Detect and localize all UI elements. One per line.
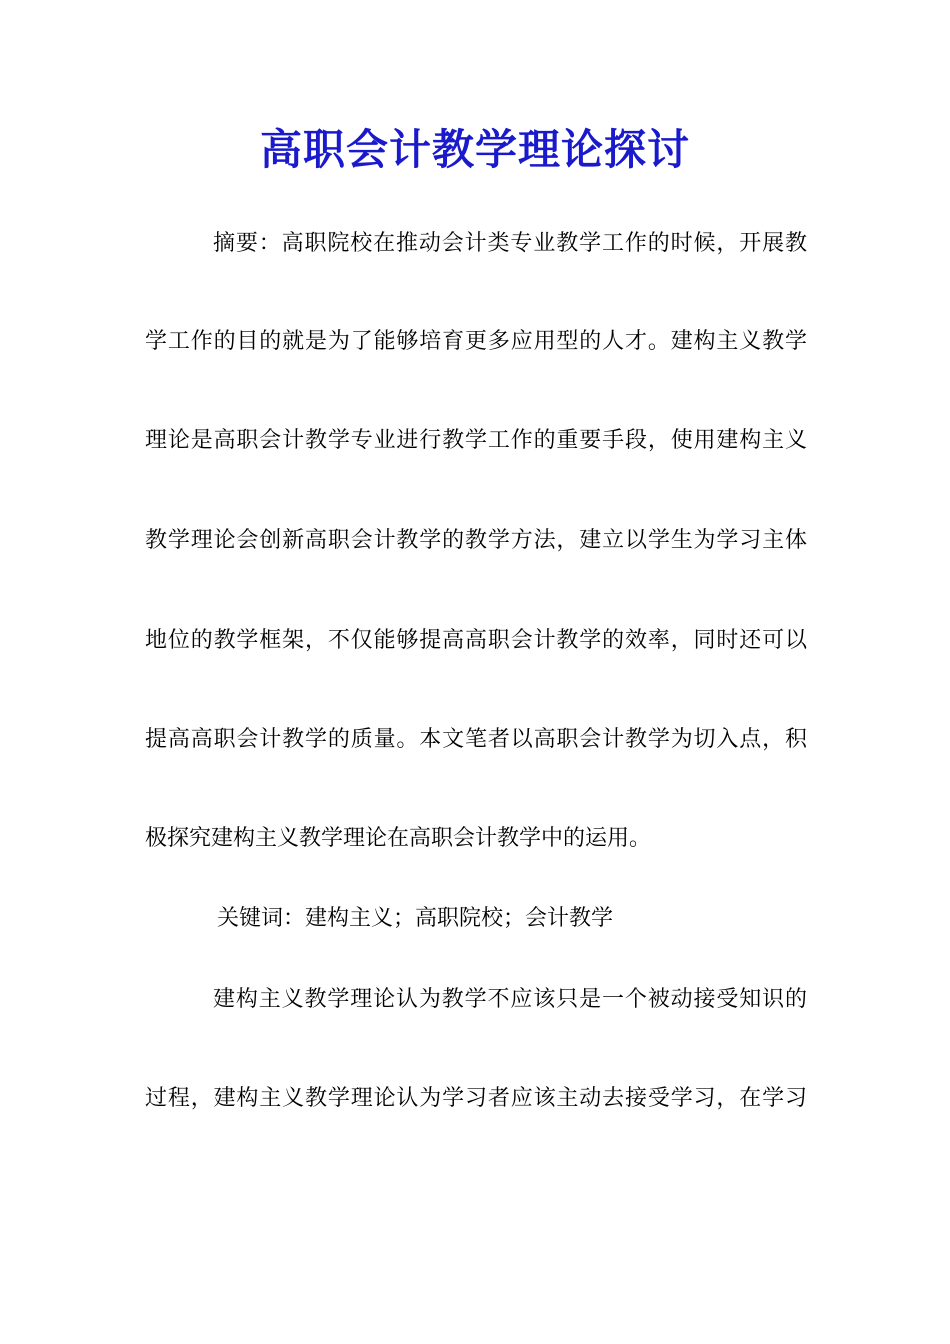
body-line-1: 建构主义教学理论认为教学不应该只是一个被动接受知识的 [213,987,807,1012]
keywords-line: 关键词：建构主义；高职院校；会计教学 [217,906,614,931]
document-title: 高职会计教学理论探讨 [259,125,690,174]
abstract-line-2: 学工作的目的就是为了能够培育更多应用型的人才。建构主义教学 [145,329,807,354]
abstract-line-3: 理论是高职会计教学专业进行教学工作的重要手段，使用建构主义 [145,428,807,453]
abstract-line-7: 极探究建构主义教学理论在高职会计教学中的运用。 [145,826,652,851]
abstract-line-6: 提高高职会计教学的质量。本文笔者以高职会计教学为切入点，积 [145,727,807,752]
abstract-line-4: 教学理论会创新高职会计教学的教学方法，建立以学生为学习主体 [145,528,807,553]
abstract-line-1: 摘要：高职院校在推动会计类专业教学工作的时候，开展教 [213,231,807,256]
body-line-2: 过程，建构主义教学理论认为学习者应该主动去接受学习，在学习 [145,1086,807,1111]
abstract-line-5: 地位的教学框架，不仅能够提高高职会计教学的效率，同时还可以 [145,628,807,653]
